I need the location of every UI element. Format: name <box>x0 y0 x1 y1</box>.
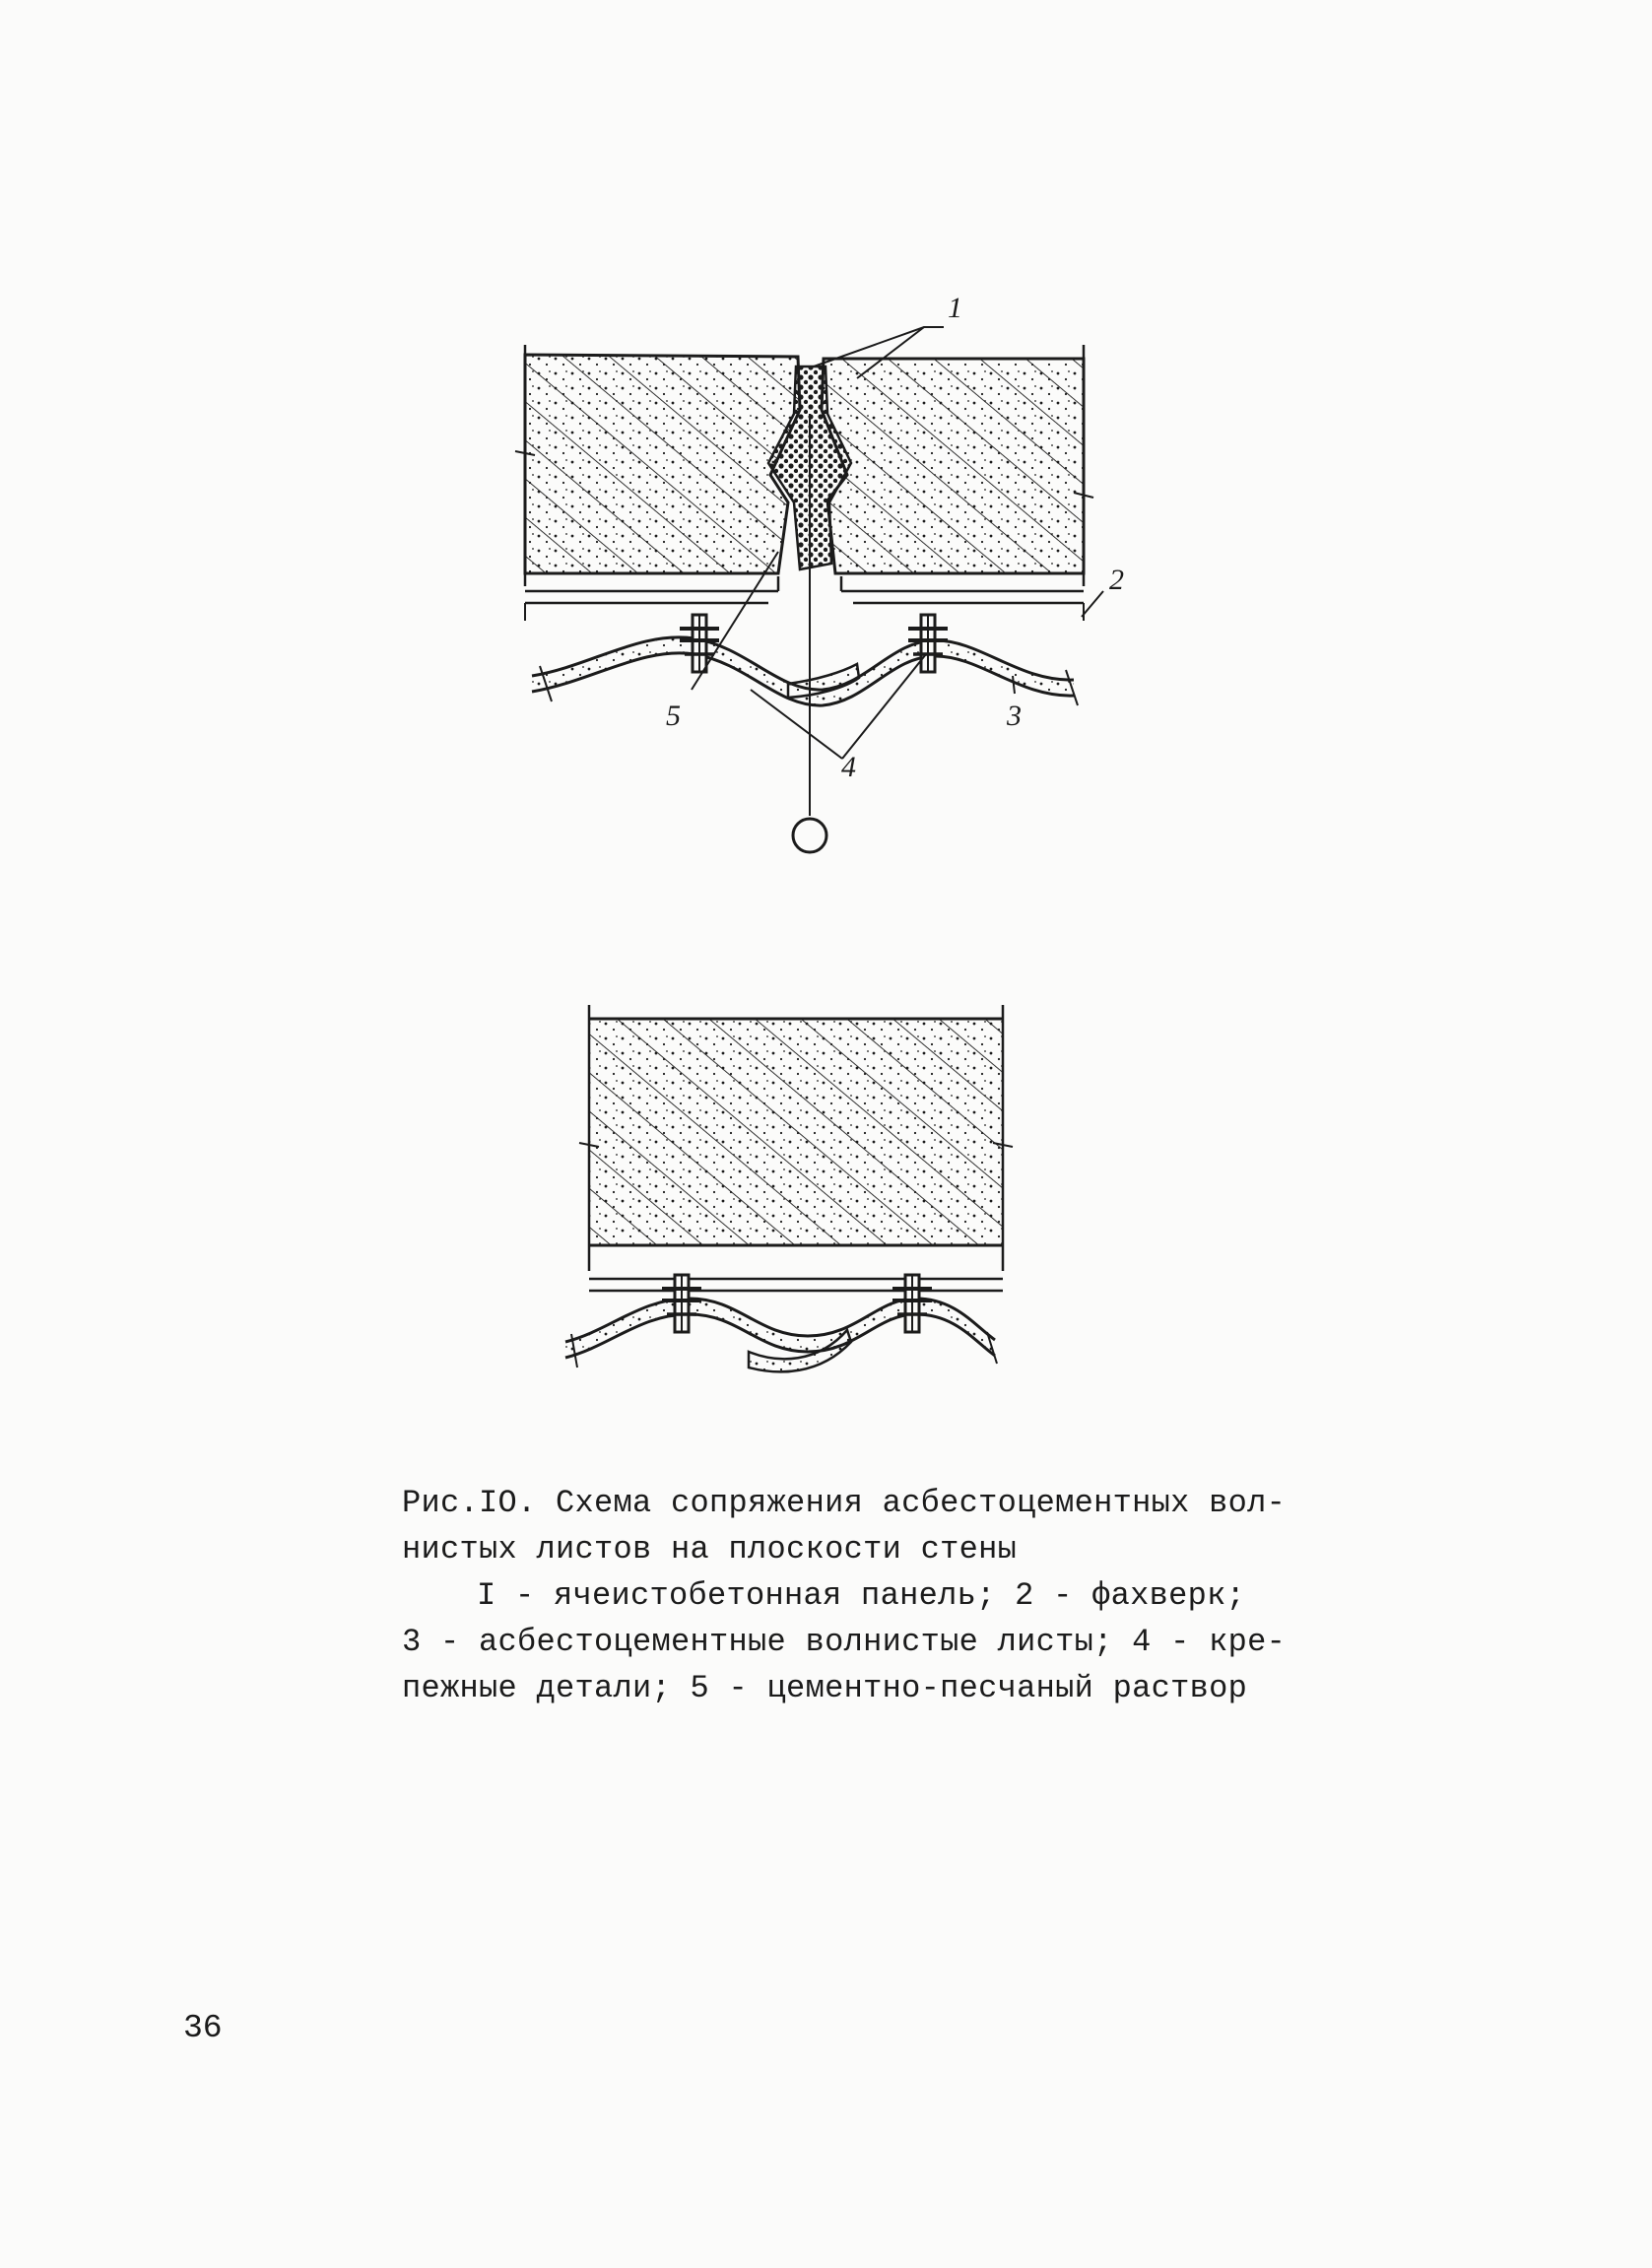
figure-bottom-plain <box>565 1005 1013 1371</box>
corrugated-sheet <box>532 637 1078 705</box>
bottom-panel <box>589 1019 1003 1245</box>
axis-marker <box>793 819 826 852</box>
bottom-corrugated-sheet <box>565 1299 997 1371</box>
framing-strip <box>525 576 1084 621</box>
callout-5: 5 <box>666 700 681 732</box>
caption-legend-line-3: пежные детали; 5 - цементно-песчаный раствор <box>402 1670 1248 1706</box>
caption-title-line-1: Рис.IO. Схема сопряжения асбестоцементных вол- <box>402 1485 1287 1521</box>
right-panel <box>822 359 1084 573</box>
callout-3: 3 <box>1007 700 1022 732</box>
figure-caption <box>402 1480 1289 1711</box>
left-panel <box>525 355 800 573</box>
figure-top-joint <box>515 292 1124 852</box>
page-number: 36 <box>183 2010 223 2046</box>
callout-2: 2 <box>1109 564 1124 596</box>
callout-1: 1 <box>948 292 962 324</box>
caption-title-line-2: нистых листов на плоскости стены <box>402 1531 1018 1568</box>
callout-4: 4 <box>841 751 856 783</box>
caption-legend-line-2: 3 - асбестоцементные волнистые листы; 4 - кре- <box>402 1624 1287 1660</box>
caption-legend-line-1: I - ячеистобетонная панель; 2 - фахверк; <box>477 1577 1246 1614</box>
